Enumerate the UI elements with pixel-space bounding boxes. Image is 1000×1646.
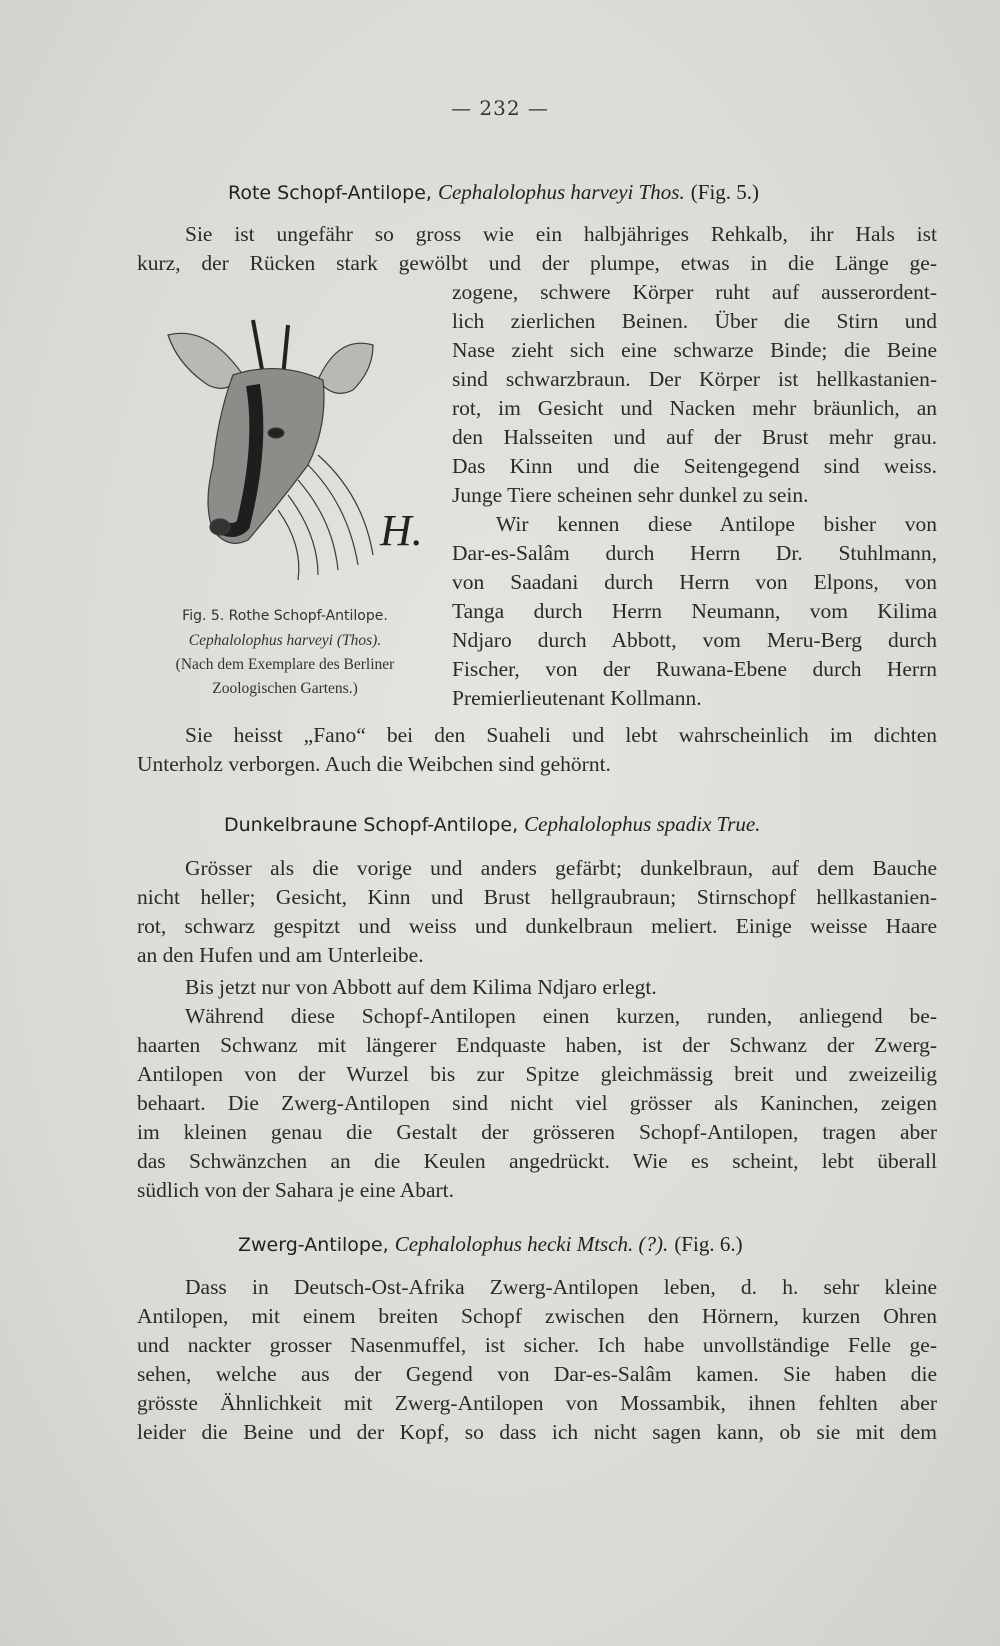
heading-plain: Zwerg-Antilope,: [238, 1234, 389, 1256]
figure-caption-source-2: Zoologischen Gartens.): [212, 680, 358, 697]
text-line: kurz, der Rücken stark gewölbt und der plumpe, etwas in die Länge ge-: [137, 251, 937, 275]
text-line: den Halsseiten und auf der Brust mehr grau.: [452, 425, 937, 449]
text-line: behaart. Die Zwerg-Antilopen sind nicht viel grösser als Kaninchen, zeigen: [137, 1091, 937, 1115]
text-line: und nackter grosser Nasenmuffel, ist sicher. Ich habe unvollständige Felle ge-: [137, 1333, 937, 1357]
heading-plain: Dunkelbraune Schopf-Antilope,: [224, 814, 519, 836]
text-line: rot, im Gesicht und Nacken mehr bräunlich, an: [452, 396, 937, 420]
heading-species: Cephalolophus harveyi Thos.: [437, 180, 685, 204]
text-line: Sie ist ungefähr so gross wie ein halbjähriges Rehkalb, ihr Hals ist: [185, 222, 937, 246]
text-line: Dar-es-Salâm durch Herrn Dr. Stuhlmann,: [452, 541, 937, 565]
text-line: Unterholz verborgen. Auch die Weibchen sind gehörnt.: [137, 752, 611, 776]
text-line: lich zierlichen Beinen. Über die Stirn und: [452, 309, 937, 333]
text-line: Grösser als die vorige und anders gefärbt; dunkelbraun, auf dem Bauche: [185, 856, 937, 880]
text-line: Wir kennen diese Antilope bisher von: [496, 512, 937, 536]
antelope-head-illustration: [158, 305, 423, 595]
text-line: Junge Tiere scheinen sehr dunkel zu sein.: [452, 483, 809, 507]
text-line: von Saadani durch Herrn von Elpons, von: [452, 570, 937, 594]
text-line: Bis jetzt nur von Abbott auf dem Kilima Ndjaro erlegt.: [185, 975, 657, 999]
heading-species: Cephalolophus spadix True.: [524, 812, 761, 836]
text-line: Sie heisst „Fano“ bei den Suaheli und lebt wahrscheinlich im dichten: [185, 723, 937, 747]
text-line: Das Kinn und die Seitengegend sind weiss.: [452, 454, 937, 478]
text-line: rot, schwarz gespitzt und weiss und dunkelbraun meliert. Einige weisse Haare: [137, 914, 937, 938]
text-line: leider die Beine und der Kopf, so dass ich nicht sagen kann, ob sie mit dem: [137, 1420, 937, 1444]
heading-figure-ref: (Fig. 5.): [690, 180, 760, 204]
text-line: Ndjaro durch Abbott, vom Meru-Berg durch: [452, 628, 937, 652]
text-line: Premierlieutenant Kollmann.: [452, 686, 702, 710]
text-line: grösste Ähnlichkeit mit Zwerg-Antilopen von Mossambik, ihnen fehlten aber: [137, 1391, 937, 1415]
text-line: an den Hufen und am Unterleibe.: [137, 943, 424, 967]
figure-caption-species: Cephalolophus harveyi (Thos).: [188, 632, 382, 649]
text-line: Fischer, von der Ruwana-Ebene durch Herrn: [452, 657, 937, 681]
page-number: — 232 —: [451, 96, 549, 120]
text-line: Antilopen von der Wurzel bis zur Spitze gleichmässig breit und zweizeilig: [137, 1062, 937, 1086]
figure-caption-source: (Nach dem Exemplare des Berliner: [175, 656, 395, 673]
text-line: das Schwänzchen an die Keulen angedrückt. Wie es scheint, lebt überall: [137, 1149, 937, 1173]
text-line: Nase zieht sich eine schwarze Binde; die Beine: [452, 338, 937, 362]
section-heading-dunkelbraune-schopf-antilope: [224, 812, 760, 837]
text-line: Tanga durch Herrn Neumann, vom Kilima: [452, 599, 937, 623]
heading-plain: Rote Schopf-Antilope,: [228, 182, 432, 204]
section-heading-zwerg-antilope: [238, 1232, 743, 1257]
figure-signature: H.: [380, 506, 423, 555]
text-line: südlich von der Sahara je eine Abart.: [137, 1178, 455, 1202]
text-line: haarten Schwanz mit längerer Endquaste haben, ist der Schwanz der Zwerg-: [137, 1033, 937, 1057]
text-line: zogene, schwere Körper ruht auf ausserordent-: [452, 280, 937, 304]
text-line: Antilopen, mit einem breiten Schopf zwischen den Hörnern, kurzen Ohren: [137, 1304, 937, 1328]
text-line: nicht heller; Gesicht, Kinn und Brust hellgraubraun; Stirnschopf hellkastanien-: [137, 885, 937, 909]
text-line: sind schwarzbraun. Der Körper ist hellkastanien-: [452, 367, 937, 391]
figure-caption-title: Fig. 5. Rothe Schopf-Antilope.: [182, 608, 388, 624]
section-heading-rote-schopf-antilope: [228, 180, 759, 205]
heading-figure-ref: (Fig. 6.): [674, 1232, 743, 1256]
heading-species: Cephalolophus hecki Mtsch. (?).: [394, 1232, 669, 1256]
text-line: im kleinen genau die Gestalt der grösseren Schopf-Antilopen, tragen aber: [137, 1120, 937, 1144]
text-line: sehen, welche aus der Gegend von Dar-es-Salâm kamen. Sie haben die: [137, 1362, 937, 1386]
text-line: Dass in Deutsch-Ost-Afrika Zwerg-Antilopen leben, d. h. sehr kleine: [185, 1275, 937, 1299]
text-line: Während diese Schopf-Antilopen einen kurzen, runden, anliegend be-: [185, 1004, 937, 1028]
